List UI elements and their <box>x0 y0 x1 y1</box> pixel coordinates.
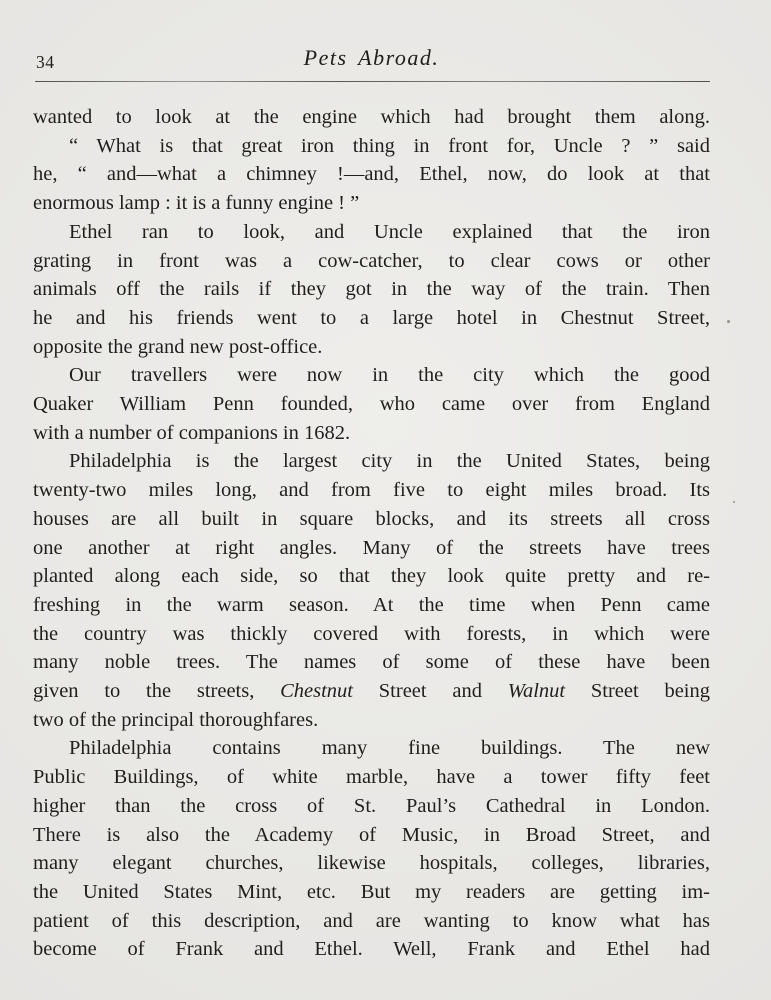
text-line: enormous lamp : it is a funny engine ! ” <box>33 192 360 215</box>
text-line: higher than the cross of St. Paul’s Cathedral in London. <box>33 794 710 817</box>
paragraph <box>33 132 710 218</box>
text-line: Quaker William Penn founded, who came over from England <box>33 393 710 416</box>
paragraph <box>33 361 710 447</box>
text-line: many elegant churches, likewise hospitals, colleges, libraries, <box>33 852 710 875</box>
header-rule <box>35 81 710 82</box>
text-line: There is also the Academy of Music, in Broad Street, and <box>33 823 710 846</box>
text-line: houses are all built in square blocks, and its streets all cross <box>33 507 710 530</box>
text-line: patient of this description, and are wanting to know what has <box>33 909 710 932</box>
running-title: Pets Abroad. <box>303 45 440 70</box>
text-line: with a number of companions in 1682. <box>33 421 351 444</box>
text-line: Ethel ran to look, and Uncle explained that the iron <box>69 220 710 243</box>
paragraph <box>33 103 710 132</box>
text-line: many noble trees. The names of some of these have been <box>33 651 710 674</box>
text-line: Public Buildings, of white marble, have a tower fifty feet <box>33 766 710 789</box>
text-line: he and his friends went to a large hotel in Chestnut Street, <box>33 306 710 329</box>
text-line: the United States Mint, etc. But my readers are getting im- <box>33 880 710 903</box>
text-line: wanted to look at the engine which had brought them along. <box>33 106 710 128</box>
page-number: 34 <box>36 52 55 72</box>
text-line: twenty-two miles long, and from five to eight miles broad. Its <box>33 479 710 502</box>
scan-speck <box>733 501 735 503</box>
paragraph <box>33 218 710 362</box>
scan-speck <box>727 320 730 323</box>
text-line: opposite the grand new post-office. <box>33 335 323 358</box>
running-head <box>33 0 710 82</box>
text-line: grating in front was a cow-catcher, to clear cows or other <box>33 249 710 272</box>
text-line: become of Frank and Ethel. Well, Frank and Ethel had <box>33 938 710 961</box>
page-body <box>33 103 710 964</box>
text-line: one another at right angles. Many of the streets have trees <box>33 536 710 559</box>
text-line: animals off the rails if they got in the way of the train. Then <box>33 278 710 301</box>
text-line: Our travellers were now in the city which the good <box>69 364 710 387</box>
text-line: the country was thickly covered with forests, in which were <box>33 622 710 645</box>
text-line: freshing in the warm season. At the time when Penn came <box>33 593 710 616</box>
text-line: “ What is that great iron thing in front for, Uncle ? ” said <box>69 134 710 157</box>
text-line: two of the principal thoroughfares. <box>33 708 319 731</box>
text-line: Philadelphia is the largest city in the United States, being <box>69 450 710 473</box>
text-line: he, “ and—what a chimney !—and, Ethel, now, do look at that <box>33 163 710 186</box>
text-line: given to the streets, Chestnut Street and Walnut Street being <box>33 680 710 703</box>
text-line: Philadelphia contains many fine buildings. The new <box>69 737 710 760</box>
scan-speck <box>509 891 511 893</box>
paragraph <box>33 447 710 734</box>
text-line: planted along each side, so that they look quite pretty and re- <box>33 565 710 588</box>
paragraph <box>33 734 710 964</box>
